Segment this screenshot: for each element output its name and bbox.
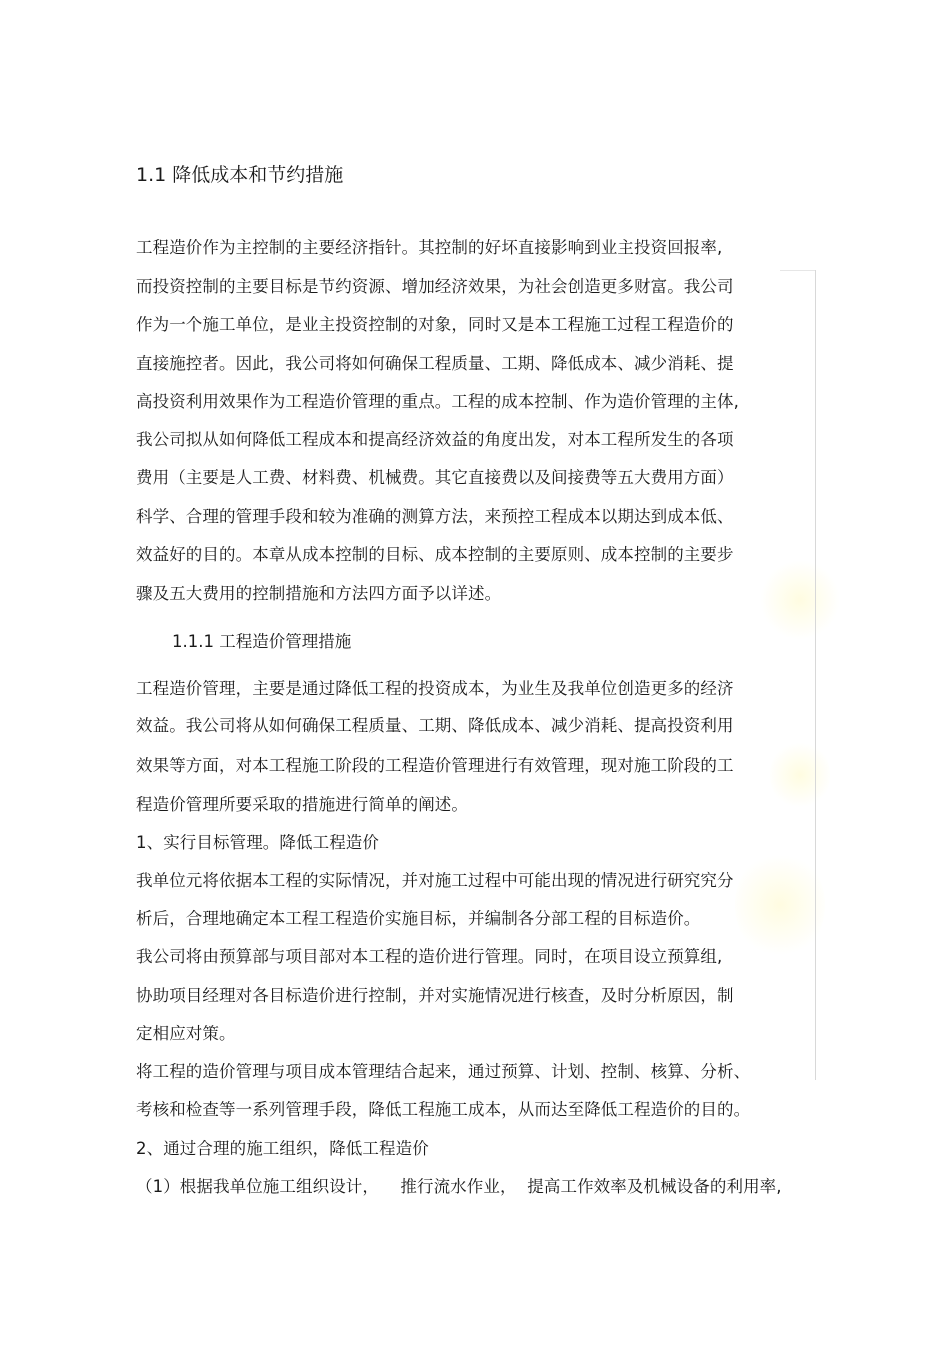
text-line: 直接施控者。因此，我公司将如何确保工程质量、工期、降低成本、减少消耗、提 xyxy=(136,354,734,373)
text-line: 科学、合理的管理手段和较为准确的测算方法，来预控工程成本以期达到成本低、 xyxy=(136,507,734,526)
text-line: 效果等方面，对本工程施工阶段的工程造价管理进行有效管理，现对施工阶段的工 xyxy=(136,756,734,775)
text-line: 高投资利用效果作为工程造价管理的重点。工程的成本控制、作为造价管理的主体, xyxy=(136,392,739,411)
subsection-heading: 1.1.1 工程造价管理措施 xyxy=(172,632,352,651)
paper-stain xyxy=(760,560,840,640)
text-line: 费用（主要是人工费、材料费、机械费。其它直接费以及间接费等五大费用方面） xyxy=(136,468,734,487)
text-line: 工程造价作为主控制的主要经济指针。其控制的好坏直接影响到业主投资回报率, xyxy=(136,238,723,257)
section-heading: 1.1 降低成本和节约措施 xyxy=(136,164,344,186)
list-heading: 2、通过合理的施工组织，降低工程造价 xyxy=(136,1139,429,1158)
text-line: 我单位元将依据本工程的实际情况，并对施工过程中可能出现的情况进行研究究分 xyxy=(136,871,734,890)
text-line: 协助项目经理对各目标造价进行控制，并对实施情况进行核查，及时分析原因，制 xyxy=(136,986,734,1005)
text-line: 效益。我公司将从如何确保工程质量、工期、降低成本、减少消耗、提高投资利用 xyxy=(136,716,734,735)
text-line: 析后，合理地确定本工程工程造价实施目标，并编制各分部工程的目标造价。 xyxy=(136,909,701,928)
text-line: 定相应对策。 xyxy=(136,1024,236,1043)
page-frame-edge xyxy=(780,270,816,271)
text-line: 我公司将由预算部与项目部对本工程的造价进行管理。同时，在项目设立预算组, xyxy=(136,947,723,966)
text-line: 工程造价管理，主要是通过降低工程的投资成本，为业生及我单位创造更多的经济 xyxy=(136,679,734,698)
text-line: 我公司拟从如何降低工程成本和提高经济效益的角度出发，对本工程所发生的各项 xyxy=(136,430,734,449)
paper-stain xyxy=(770,740,830,810)
text-line: 作为一个施工单位，是业主投资控制的对象，同时又是本工程施工过程工程造价的 xyxy=(136,315,734,334)
text-line: 骤及五大费用的控制措施和方法四方面予以详述。 xyxy=(136,584,502,603)
text-line: 考核和检查等一系列管理手段，降低工程施工成本，从而达至降低工程造价的目的。 xyxy=(136,1100,751,1119)
list-heading: 1、实行目标管理。降低工程造价 xyxy=(136,833,379,852)
text-line: 效益好的目的。本章从成本控制的目标、成本控制的主要原则、成本控制的主要步 xyxy=(136,545,734,564)
text-line: 程造价管理所要采取的措施进行简单的阐述。 xyxy=(136,795,468,814)
page-frame-edge xyxy=(815,270,816,1080)
text-line: 将工程的造价管理与项目成本管理结合起来，通过预算、计划、控制、核算、分析、 xyxy=(136,1062,751,1081)
text-line: 而投资控制的主要目标是节约资源、增加经济效果，为社会创造更多财富。我公司 xyxy=(136,277,734,296)
text-line: （1）根据我单位施工组织设计， 推行流水作业， 提高工作效率及机械设备的利用率, xyxy=(136,1177,782,1196)
paper-stain xyxy=(735,850,825,960)
